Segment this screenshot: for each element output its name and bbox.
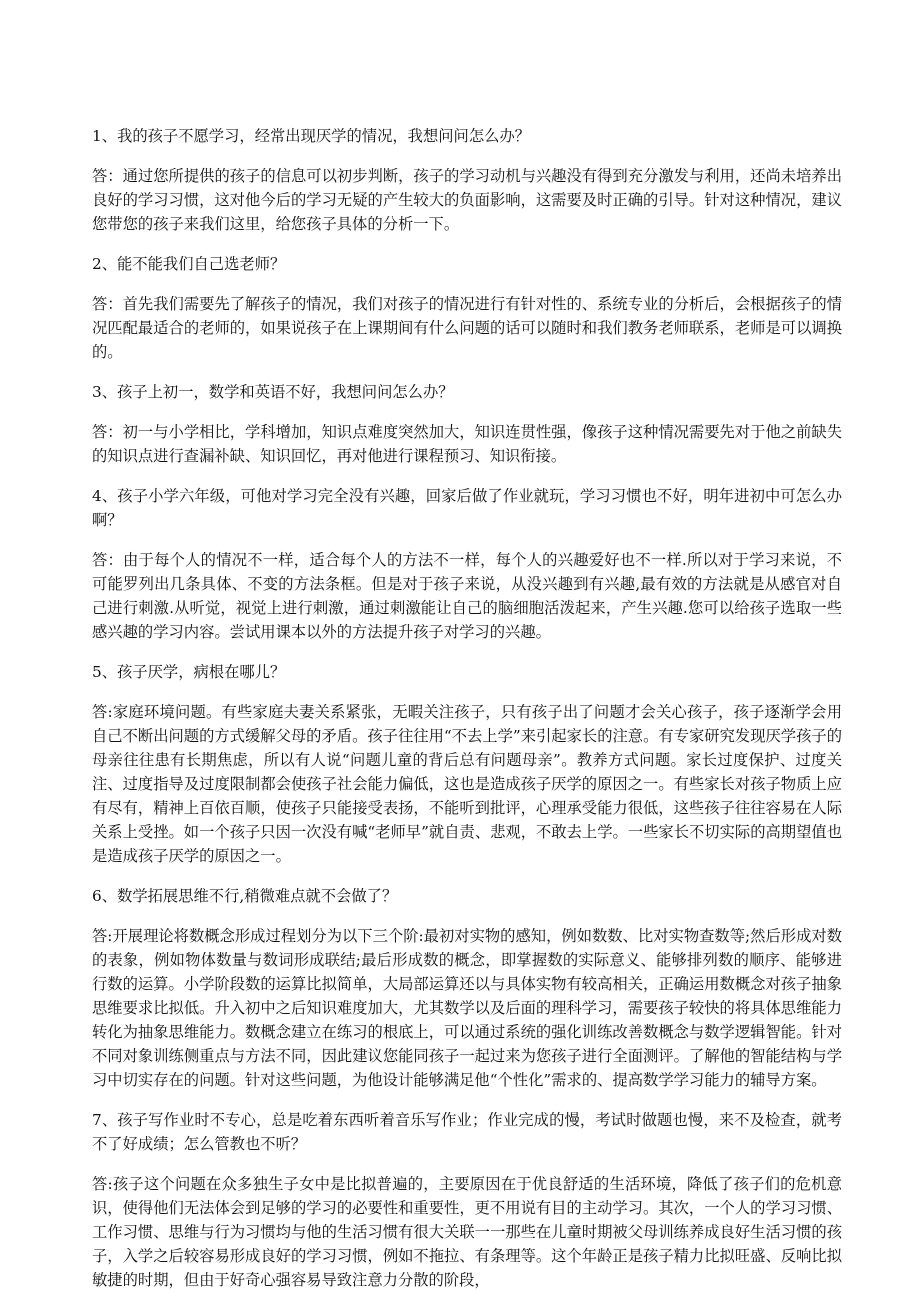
question-7: 7、孩子写作业时不专心，总是吃着东西听着音乐写作业；作业完成的慢，考试时做题也慢，来不及检查，就考不了好成绩；怎么管教也不听？ [92,1111,842,1153]
question-6: 6、数学拓展思维不行,稍微难点就不会做了？ [92,887,398,905]
question-2: 2、能不能我们自己选老师？ [92,255,286,273]
question-3: 3、孩子上初一，数学和英语不好，我想问问怎么办？ [92,383,454,401]
answer-3: 答：初一与小学相比，学科增加，知识点难度突然加大，知识连贯性强，像孩子这种情况需要先对于他之前缺失的知识点进行查漏补缺、知识回忆，再对他进行课程预习、知识衔接。 [92,423,842,465]
question-4: 4、孩子小学六年级，可他对学习完全没有兴趣，回家后做了作业就玩，学习习惯也不好，明年进初中可怎么办啊？ [92,487,842,529]
qa-item-1 [92,124,842,236]
qa-item-6 [92,884,842,1092]
answer-7: 答:孩子这个问题在众多独生子女中是比拟普遍的，主要原因在于优良舒适的生活环境，降低了孩子们的危机意识，使得他们无法体会到足够的学习的必要性和重要性，更不用说有目的主动学习。其次，一个人的学习习惯、工作习惯、思维与行为习惯均与他的生活习惯有很大关联一一那些在儿童时期被父母训练养成良好生活习惯的孩子，入学之后较容易形成良好的学习习惯，例如不拖拉、有条理等。这个年龄正是孩子精力比拟旺盛、反响比拟敏捷的时期，但由于好奇心强容易导致注意力分散的阶段， [92,1175,842,1289]
answer-1: 答：通过您所提供的孩子的信息可以初步判断，孩子的学习动机与兴趣没有得到充分激发与利用，还尚未培养出良好的学习习惯，这对他今后的学习无疑的产生较大的负面影响，这需要及时正确的引导。针对这种情况，建议您带您的孩子来我们这里，给您孩子具体的分析一下。 [92,167,842,233]
qa-item-4 [92,484,842,644]
question-1: 1、我的孩子不愿学习，经常出现厌学的情况，我想问问怎么办？ [92,127,531,145]
document-body [92,124,842,1308]
answer-6: 答:开展理论将数概念形成过程划分为以下三个阶:最初对实物的感知，例如数数、比对实物查数等;然后形成对数的表象，例如物体数量与数词形成联结;最后形成数的概念，即掌握数的实际意义、能够排列数的顺序、能够进行数的运算。小学阶段数的运算比拟简单，大局部运算还以与具体实物有较高相关，正确运用数概念对孩子抽象思维要求比拟低。升入初中之后知识难度加大，尤其数学以及后面的理科学习，需要孩子较快的将具体思维能力转化为抽象思维能力。数概念建立在练习的根底上，可以通过系统的强化训练改善数概念与数学逻辑智能。针对不同对象训练侧重点与方法不同，因此建议您能同孩子一起过来为您孩子进行全面测评。了解他的智能结构与学习中切实存在的问题。针对这些问题，为他设计能够满足他“个性化”需求的、提高数学学习能力的辅导方案。 [92,927,842,1089]
answer-2: 答：首先我们需要先了解孩子的情况，我们对孩子的情况进行有针对性的、系统专业的分析后，会根据孩子的情况匹配最适合的老师的，如果说孩子在上课期间有什么问题的话可以随时和我们教务老师联系，老师是可以调换的。 [92,295,842,361]
qa-item-7 [92,1108,842,1292]
answer-4: 答：由于每个人的情况不一样，适合每个人的方法不一样，每个人的兴趣爱好也不一样.所以对于学习来说，不可能罗列出几条具体、不变的方法条框。但是对于孩子来说，从没兴趣到有兴趣,最有效的方法就是从感官对自己进行刺激.从听觉，视觉上进行刺激，通过刺激能让自己的脑细胞活泼起来，产生兴趣.您可以给孩子选取一些感兴趣的学习内容。尝试用课本以外的方法提升孩子对学习的兴趣。 [92,551,842,641]
question-5: 5、孩子厌学，病根在哪儿？ [92,663,286,681]
qa-item-3 [92,380,842,468]
answer-5: 答:家庭环境问题。有些家庭夫妻关系紧张，无暇关注孩子，只有孩子出了问题才会关心孩子，孩子逐渐学会用自己不断出问题的方式缓解父母的矛盾。孩子往往用“不去上学”来引起家长的注意。有专家研究发现厌学孩子的母亲往往患有长期焦虑，所以有人说“问题儿童的背后总有问题母亲”。教养方式问题。家长过度保护、过度关注、过度指导及过度限制都会使孩子社会能力偏低，这也是造成孩子厌学的原因之一。有些家长对孩子物质上应有尽有，精神上百依百顺，使孩子只能接受表扬，不能听到批评，心理承受能力很低，这些孩子往往容易在人际关系上受挫。如一个孩子只因一次没有喊“老师早”就自责、悲观，不敢去上学。一些家长不切实际的高期望值也是造成孩子厌学的原因之一。 [92,703,842,865]
qa-item-2 [92,252,842,364]
qa-item-5 [92,660,842,868]
